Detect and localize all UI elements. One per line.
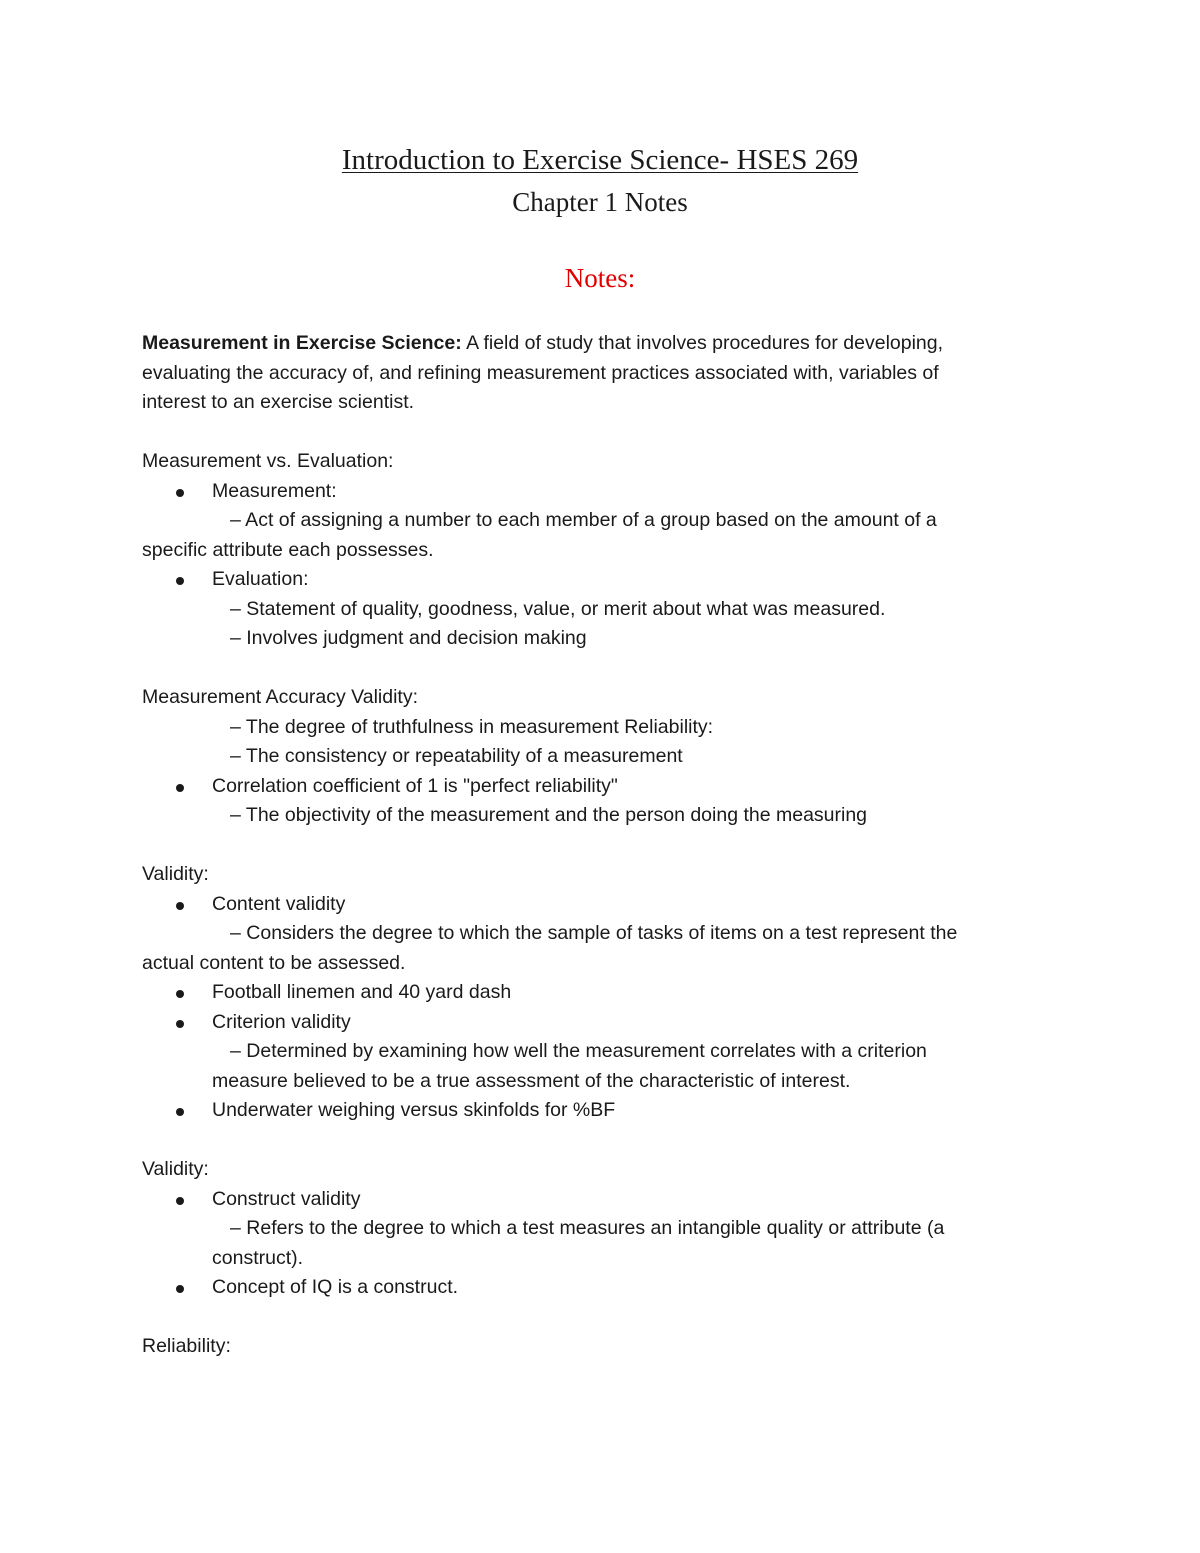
list-detail: – The objectivity of the measurement and the person doing the measuring <box>230 804 868 826</box>
document-title: Introduction to Exercise Science- HSES 269 <box>341 144 859 176</box>
list-item-text: Correlation coefficient of 1 is "perfect reliability" <box>212 774 618 797</box>
list-detail: – The degree of truthfulness in measurement Reliability: <box>230 715 714 738</box>
list-detail: – The consistency or repeatability of a measurement <box>230 745 683 767</box>
list-item-text: Concept of IQ is a construct. <box>212 1276 459 1298</box>
list-detail-continuation: actual content to be assessed. <box>142 951 406 974</box>
bullet-icon <box>176 1197 184 1205</box>
list-item <box>142 890 1042 920</box>
bullet-icon <box>176 902 184 910</box>
list-detail-continuation: measure believed to be a true assessment of the characteristic of interest. <box>212 1069 851 1092</box>
list-detail: – Act of assigning a number to each member of a group based on the amount of a <box>230 509 937 531</box>
list-item <box>142 477 1042 507</box>
list-item-text: Underwater weighing versus skinfolds for %BF <box>212 1099 616 1121</box>
document-subtitle: Chapter 1 Notes <box>512 187 688 217</box>
list-item <box>142 565 1042 595</box>
bullet-icon <box>176 489 184 497</box>
spacer <box>142 1303 1042 1333</box>
spacer <box>142 654 1042 684</box>
section-heading: Measurement Accuracy Validity: <box>142 686 418 708</box>
spacer <box>142 1126 1042 1156</box>
list-item-text: Content validity <box>212 892 346 915</box>
list-detail: – Considers the degree to which the sample of tasks of items on a test represent the <box>230 922 958 944</box>
list-detail: – Refers to the degree to which a test measures an intangible quality or attribute (a <box>230 1217 945 1239</box>
list-item-text: Measurement: <box>212 479 337 502</box>
section-heading: Validity: <box>142 1158 209 1180</box>
document-body <box>142 329 1042 1362</box>
spacer <box>142 418 1042 448</box>
bullet-icon <box>176 990 184 998</box>
bullet-icon <box>176 1108 184 1116</box>
list-item-text: Evaluation: <box>212 568 309 590</box>
list-item <box>142 1096 1042 1126</box>
definition-line <box>142 329 1042 359</box>
section-heading: Reliability: <box>142 1335 231 1357</box>
list-item <box>142 1008 1042 1038</box>
list-detail: – Determined by examining how well the measurement correlates with a criterion <box>230 1040 927 1062</box>
definition-text: A field of study that involves procedures for developing, <box>461 332 944 354</box>
list-item <box>142 1185 1042 1215</box>
section-heading: Measurement vs. Evaluation: <box>142 450 394 472</box>
list-item <box>142 772 1042 802</box>
list-detail: – Involves judgment and decision making <box>230 627 587 649</box>
list-detail-continuation: construct). <box>212 1246 304 1269</box>
spacer <box>142 831 1042 861</box>
list-item-text: Construct validity <box>212 1187 361 1210</box>
list-item <box>142 978 1042 1008</box>
bullet-icon <box>176 1020 184 1028</box>
list-detail-continuation: specific attribute each possesses. <box>142 538 434 561</box>
definition-term: Measurement in Exercise Science: <box>142 332 462 354</box>
list-item <box>142 1273 1042 1303</box>
bullet-icon <box>176 577 184 585</box>
section-heading: Validity: <box>142 863 209 885</box>
notes-heading: Notes: <box>564 263 636 293</box>
list-item-text: Football linemen and 40 yard dash <box>212 981 512 1003</box>
list-detail: – Statement of quality, goodness, value, or merit about what was measured. <box>230 597 886 620</box>
definition-line: evaluating the accuracy of, and refining measurement practices associated with, variables of <box>142 361 939 384</box>
bullet-icon <box>176 1285 184 1293</box>
list-item-text: Criterion validity <box>212 1010 351 1033</box>
definition-line: interest to an exercise scientist. <box>142 391 415 413</box>
bullet-icon <box>176 784 184 792</box>
